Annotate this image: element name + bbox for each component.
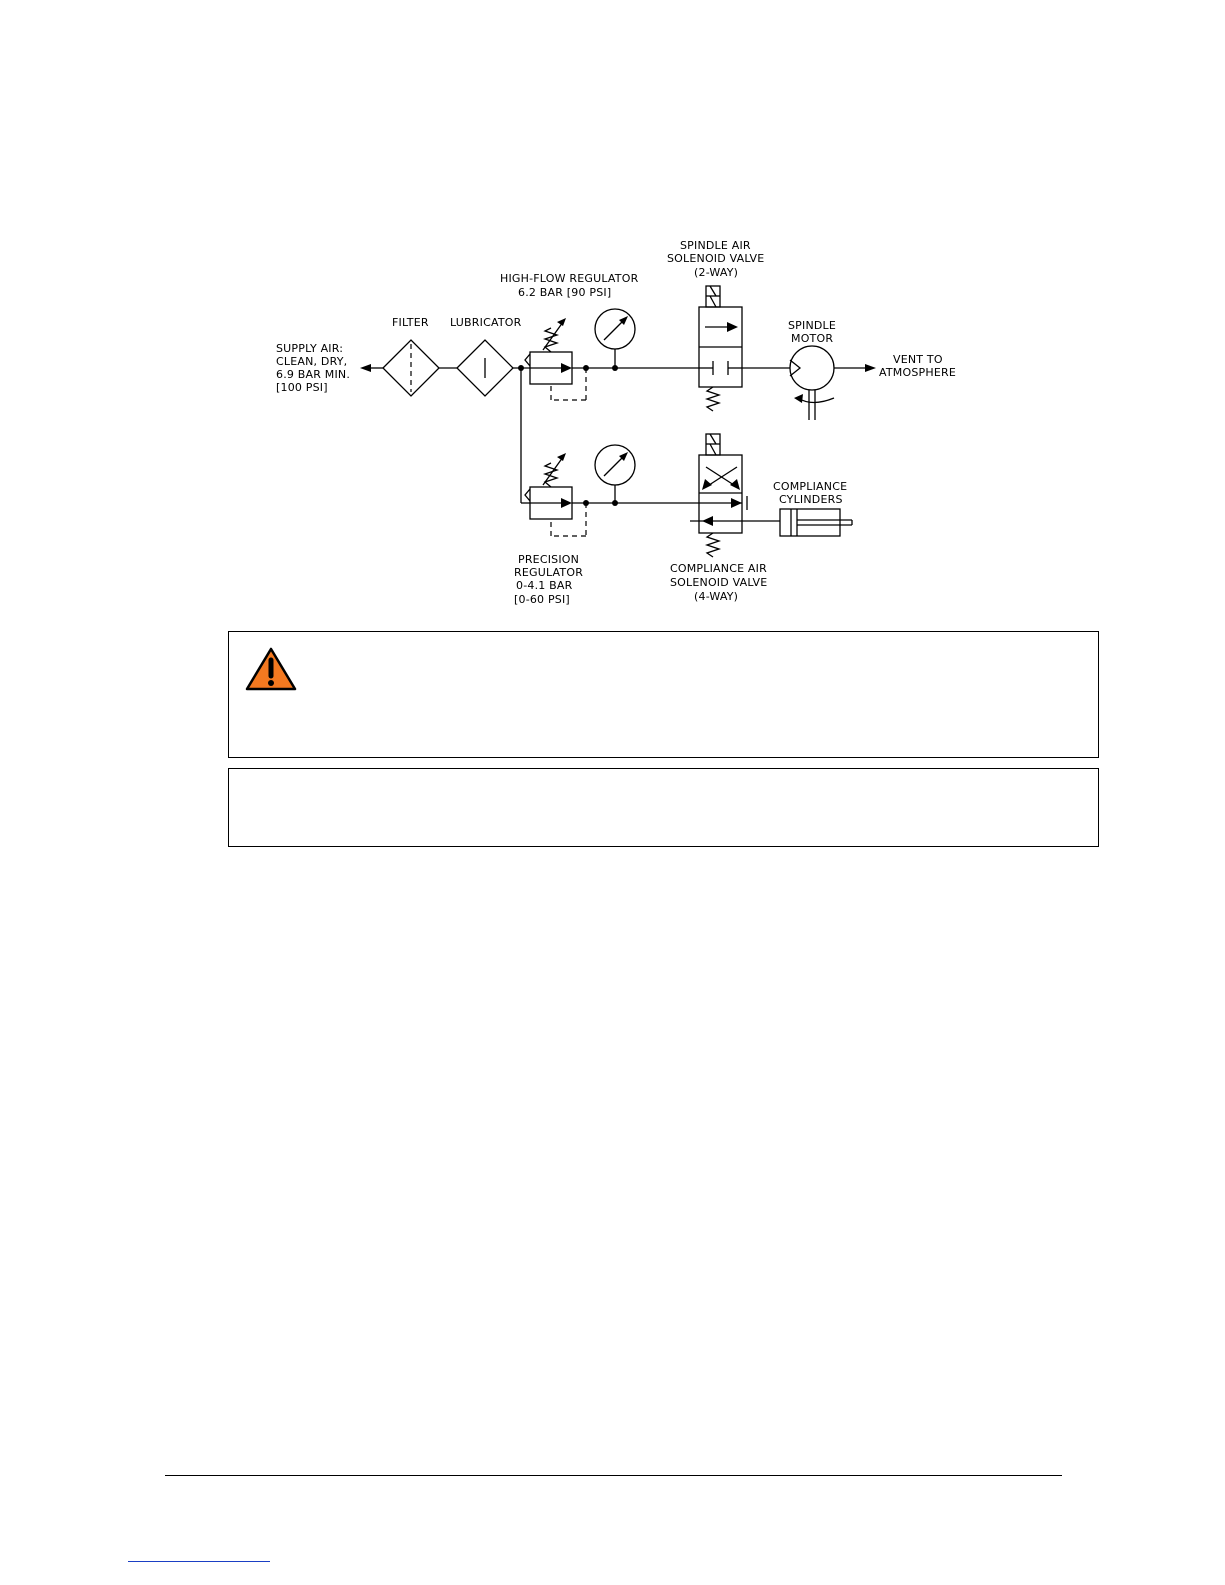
svg-text:PRECISION: PRECISION	[518, 553, 580, 566]
spindle-motor-label	[788, 319, 836, 345]
pneumatic-schematic	[0, 0, 1225, 620]
svg-text:CYLINDERS: CYLINDERS	[779, 493, 843, 506]
footer-rule	[165, 1475, 1062, 1476]
spindle-air-valve-label	[667, 239, 764, 279]
compliance-air-valve-label	[670, 562, 767, 603]
high-flow-gauge	[595, 309, 635, 368]
svg-text:0-4.1 BAR: 0-4.1 BAR	[516, 579, 573, 592]
precision-pilot-dot	[583, 500, 589, 506]
svg-text:HIGH-FLOW REGULATOR: HIGH-FLOW REGULATOR	[500, 272, 639, 285]
precision-regulator-label	[514, 553, 583, 606]
svg-text:SPINDLE AIR: SPINDLE AIR	[680, 239, 751, 252]
svg-text:(2-WAY): (2-WAY)	[694, 266, 739, 279]
svg-text:SPINDLE: SPINDLE	[788, 319, 837, 332]
spindle-air-valve-symbol	[699, 286, 742, 411]
svg-text:COMPLIANCE: COMPLIANCE	[773, 480, 848, 493]
svg-text:6.9 BAR MIN.: 6.9 BAR MIN.	[276, 368, 351, 381]
compliance-cylinders-label	[773, 480, 847, 506]
svg-text:(4-WAY): (4-WAY)	[694, 590, 739, 603]
svg-text:ATMOSPHERE: ATMOSPHERE	[879, 366, 956, 379]
svg-text:CLEAN, DRY,: CLEAN, DRY,	[276, 355, 348, 368]
supply-air-label	[276, 342, 350, 394]
lubricator-label: LUBRICATOR	[450, 316, 522, 329]
precision-regulator-symbol	[525, 453, 586, 536]
svg-text:SOLENOID VALVE: SOLENOID VALVE	[670, 576, 768, 589]
compliance-air-valve-symbol	[690, 434, 780, 557]
svg-text:SUPPLY AIR:: SUPPLY AIR:	[276, 342, 344, 355]
svg-text:SOLENOID VALVE: SOLENOID VALVE	[667, 252, 765, 265]
supply-inlet	[360, 364, 383, 372]
note-box	[228, 768, 1099, 847]
high-flow-regulator-label	[500, 272, 639, 299]
warning-box	[228, 631, 1099, 758]
filter-label: FILTER	[392, 316, 429, 329]
warning-triangle-icon	[245, 646, 297, 697]
svg-text:COMPLIANCE AIR: COMPLIANCE AIR	[670, 562, 767, 575]
compliance-cylinder-symbol	[780, 509, 852, 536]
vent-outlet	[834, 364, 876, 372]
svg-text:[0-60 PSI]: [0-60 PSI]	[514, 593, 570, 606]
svg-text:REGULATOR: REGULATOR	[514, 566, 584, 579]
svg-text:6.2 BAR [90 PSI]: 6.2 BAR [90 PSI]	[518, 286, 612, 299]
high-flow-regulator-symbol	[525, 318, 586, 400]
footer-link-underline[interactable]	[128, 1561, 270, 1562]
filter-symbol	[383, 340, 439, 396]
precision-gauge	[595, 445, 635, 503]
high-flow-pilot-dot	[583, 365, 589, 371]
vent-label	[879, 353, 956, 379]
lubricator-symbol	[457, 340, 513, 396]
svg-text:MOTOR: MOTOR	[791, 332, 834, 345]
svg-text:VENT TO: VENT TO	[893, 353, 943, 366]
svg-text:[100 PSI]: [100 PSI]	[276, 381, 328, 394]
spindle-motor-symbol	[790, 346, 834, 420]
